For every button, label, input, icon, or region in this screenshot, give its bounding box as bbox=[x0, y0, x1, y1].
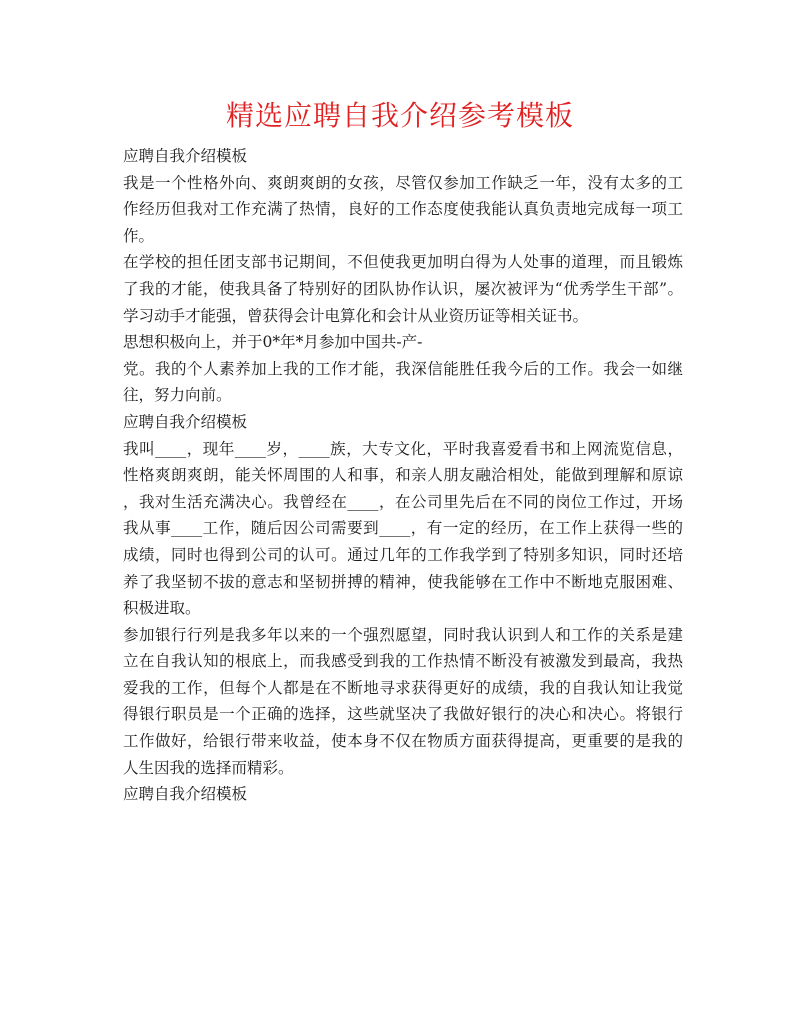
paragraph-line: 参加银行行列是我多年以来的一个强烈愿望，同时我认识到人和工作的关系是建 bbox=[123, 625, 683, 644]
paragraph-line: 在学校的担任团支部书记期间，不但使我更加明白得为人处事的道理，而且锻炼 bbox=[123, 253, 683, 272]
paragraph-line: 养了我坚韧不拔的意志和坚韧拼搏的精神，使我能够在工作中不断地克服困难、 bbox=[123, 572, 683, 591]
paragraph-line: 了我的才能，使我具备了特别好的团队协作认识，屡次被评为“优秀学生干部”。 bbox=[123, 279, 683, 298]
paragraph-line: 作。 bbox=[123, 226, 155, 245]
paragraph-line: 性格爽朗爽朗，能关怀周围的人和事，和亲人朋友融洽相处，能做到理解和原谅 bbox=[123, 466, 683, 485]
paragraph-line: ，我对生活充满决心。我曾经在____，在公司里先后在不同的岗位工作过，开场 bbox=[123, 492, 683, 511]
paragraph-line: 作经历但我对工作充满了热情，良好的工作态度使我能认真负责地完成每一项工 bbox=[123, 200, 683, 219]
section-heading: 应聘自我介绍模板 bbox=[123, 785, 248, 804]
paragraph-line: 思想积极向上，并于0*年*月参加中国共-产- bbox=[123, 333, 423, 352]
section-heading: 应聘自我介绍模板 bbox=[123, 147, 248, 165]
paragraph-line: 成绩，同时也得到公司的认可。通过几年的工作我学到了特别多知识，同时还培 bbox=[123, 545, 683, 564]
paragraph-line: 往，努力向前。 bbox=[123, 386, 232, 405]
paragraph-line: 积极进取。 bbox=[123, 599, 201, 618]
document-body bbox=[123, 143, 683, 808]
section-heading: 应聘自我介绍模板 bbox=[123, 412, 248, 431]
paragraph-line: 党。我的个人素养加上我的工作才能，我深信能胜任我今后的工作。我会一如继 bbox=[123, 359, 683, 378]
paragraph-line: 我叫____，现年____岁，____族，大专文化，平时我喜爱看书和上网流览信息， bbox=[123, 439, 683, 458]
paragraph-line: 我是一个性格外向、爽朗爽朗的女孩，尽管仅参加工作缺乏一年，没有太多的工 bbox=[123, 173, 683, 192]
paragraph-line: 工作做好，给银行带来收益，使本身不仅在物质方面获得提高，更重要的是我的 bbox=[123, 732, 683, 751]
paragraph-line: 爱我的工作，但每个人都是在不断地寻求获得更好的成绩，我的自我认知让我觉 bbox=[123, 678, 683, 697]
paragraph-line: 学习动手才能强，曾获得会计电算化和会计从业资历证等相关证书。 bbox=[123, 306, 589, 325]
paragraph-line: 我从事____工作，随后因公司需要到____，有一定的经历，在工作上获得一些的 bbox=[123, 519, 683, 538]
document-title: 精选应聘自我介绍参考模板 bbox=[225, 99, 574, 132]
paragraph-line: 得银行职员是一个正确的选择，这些就坚决了我做好银行的决心和决心。将银行 bbox=[123, 705, 683, 724]
paragraph-line: 立在自我认知的根底上，而我感受到我的工作热情不断没有被激发到最高，我热 bbox=[123, 652, 683, 671]
paragraph-line: 人生因我的选择而精彩。 bbox=[123, 758, 294, 777]
